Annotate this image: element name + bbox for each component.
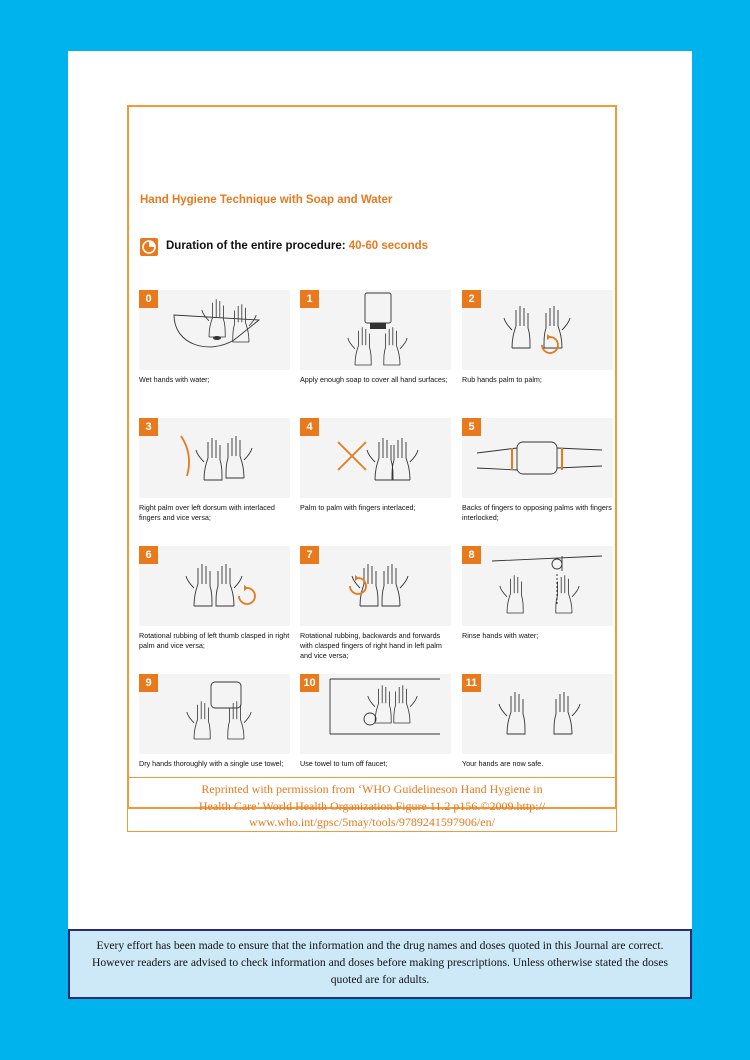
step-caption: Dry hands thoroughly with a single use towel; (139, 759, 284, 768)
step-caption: Rinse hands with water; (462, 631, 539, 640)
journal-page (68, 51, 692, 997)
wet-hands-sink-icon (139, 290, 290, 370)
step-number: 7 (300, 546, 319, 564)
step-number: 4 (300, 418, 319, 436)
clean-hands-icon (462, 674, 613, 754)
soap-dispenser-icon (300, 290, 451, 370)
palm-over-dorsum-icon (139, 418, 290, 498)
step-caption: Backs of fingers to opposing palms with fingers interlocked; (462, 503, 612, 522)
reprint-line-2: Health Care’ World Health Organization.Figure 11.2 p156.©2009.http:// (198, 798, 546, 813)
disclaimer-box (68, 929, 692, 999)
reprint-line-3: www.who.int/gpsc/5may/tools/9789241597906/en/ (249, 815, 495, 829)
disclaimer-text: Every effort has been made to ensure that the information and the drug names and doses quoted in this Journal are correct. However readers are advised to check information and doses before making prescriptions. Unless otherwise stated the doses quoted are for adults. (92, 939, 668, 986)
thumb-rubbing-icon (139, 546, 290, 626)
step-number: 5 (462, 418, 481, 436)
duration-line (166, 240, 428, 252)
step-number: 0 (139, 290, 158, 308)
step-caption: Palm to palm with fingers interlaced; (300, 503, 416, 512)
step-caption: Right palm over left dorsum with interlaced fingers and vice versa; (139, 503, 275, 522)
reprint-notice (127, 777, 617, 832)
dry-hands-towel-icon (139, 674, 290, 754)
duration-value: 40-60 seconds (348, 240, 429, 252)
fingers-interlocked-icon (462, 418, 613, 498)
step-caption: Wet hands with water; (139, 375, 210, 384)
fingertip-rubbing-icon (300, 546, 451, 626)
towel-faucet-icon (300, 674, 451, 754)
rinse-hands-icon (462, 546, 613, 626)
clock-icon (140, 238, 158, 256)
poster-title: Hand Hygiene Technique with Soap and Water (140, 194, 393, 206)
palm-to-palm-icon (462, 290, 613, 370)
step-number: 1 (300, 290, 319, 308)
step-number: 9 (139, 674, 158, 692)
step-caption: Use towel to turn off faucet; (300, 759, 388, 768)
duration-label: Duration of the entire procedure: (166, 240, 346, 252)
step-caption: Rotational rubbing, backwards and forwards with clasped fingers of right hand in left palm and vice versa; (300, 631, 442, 660)
step-caption: Rotational rubbing of left thumb clasped in right palm and vice versa; (139, 631, 290, 650)
hand-hygiene-poster (127, 105, 617, 809)
step-number: 2 (462, 290, 481, 308)
fingers-interlaced-icon (300, 418, 451, 498)
reprint-line-1: Reprinted with permission from ‘WHO Guidelineson Hand Hygiene in (201, 782, 543, 796)
step-caption: Rub hands palm to palm; (462, 375, 542, 384)
step-caption: Apply enough soap to cover all hand surfaces; (300, 375, 448, 384)
step-number: 6 (139, 546, 158, 564)
step-number: 11 (462, 674, 481, 692)
step-number: 8 (462, 546, 481, 564)
step-number: 3 (139, 418, 158, 436)
step-caption: Your hands are now safe. (462, 759, 544, 768)
step-number: 10 (300, 674, 319, 692)
